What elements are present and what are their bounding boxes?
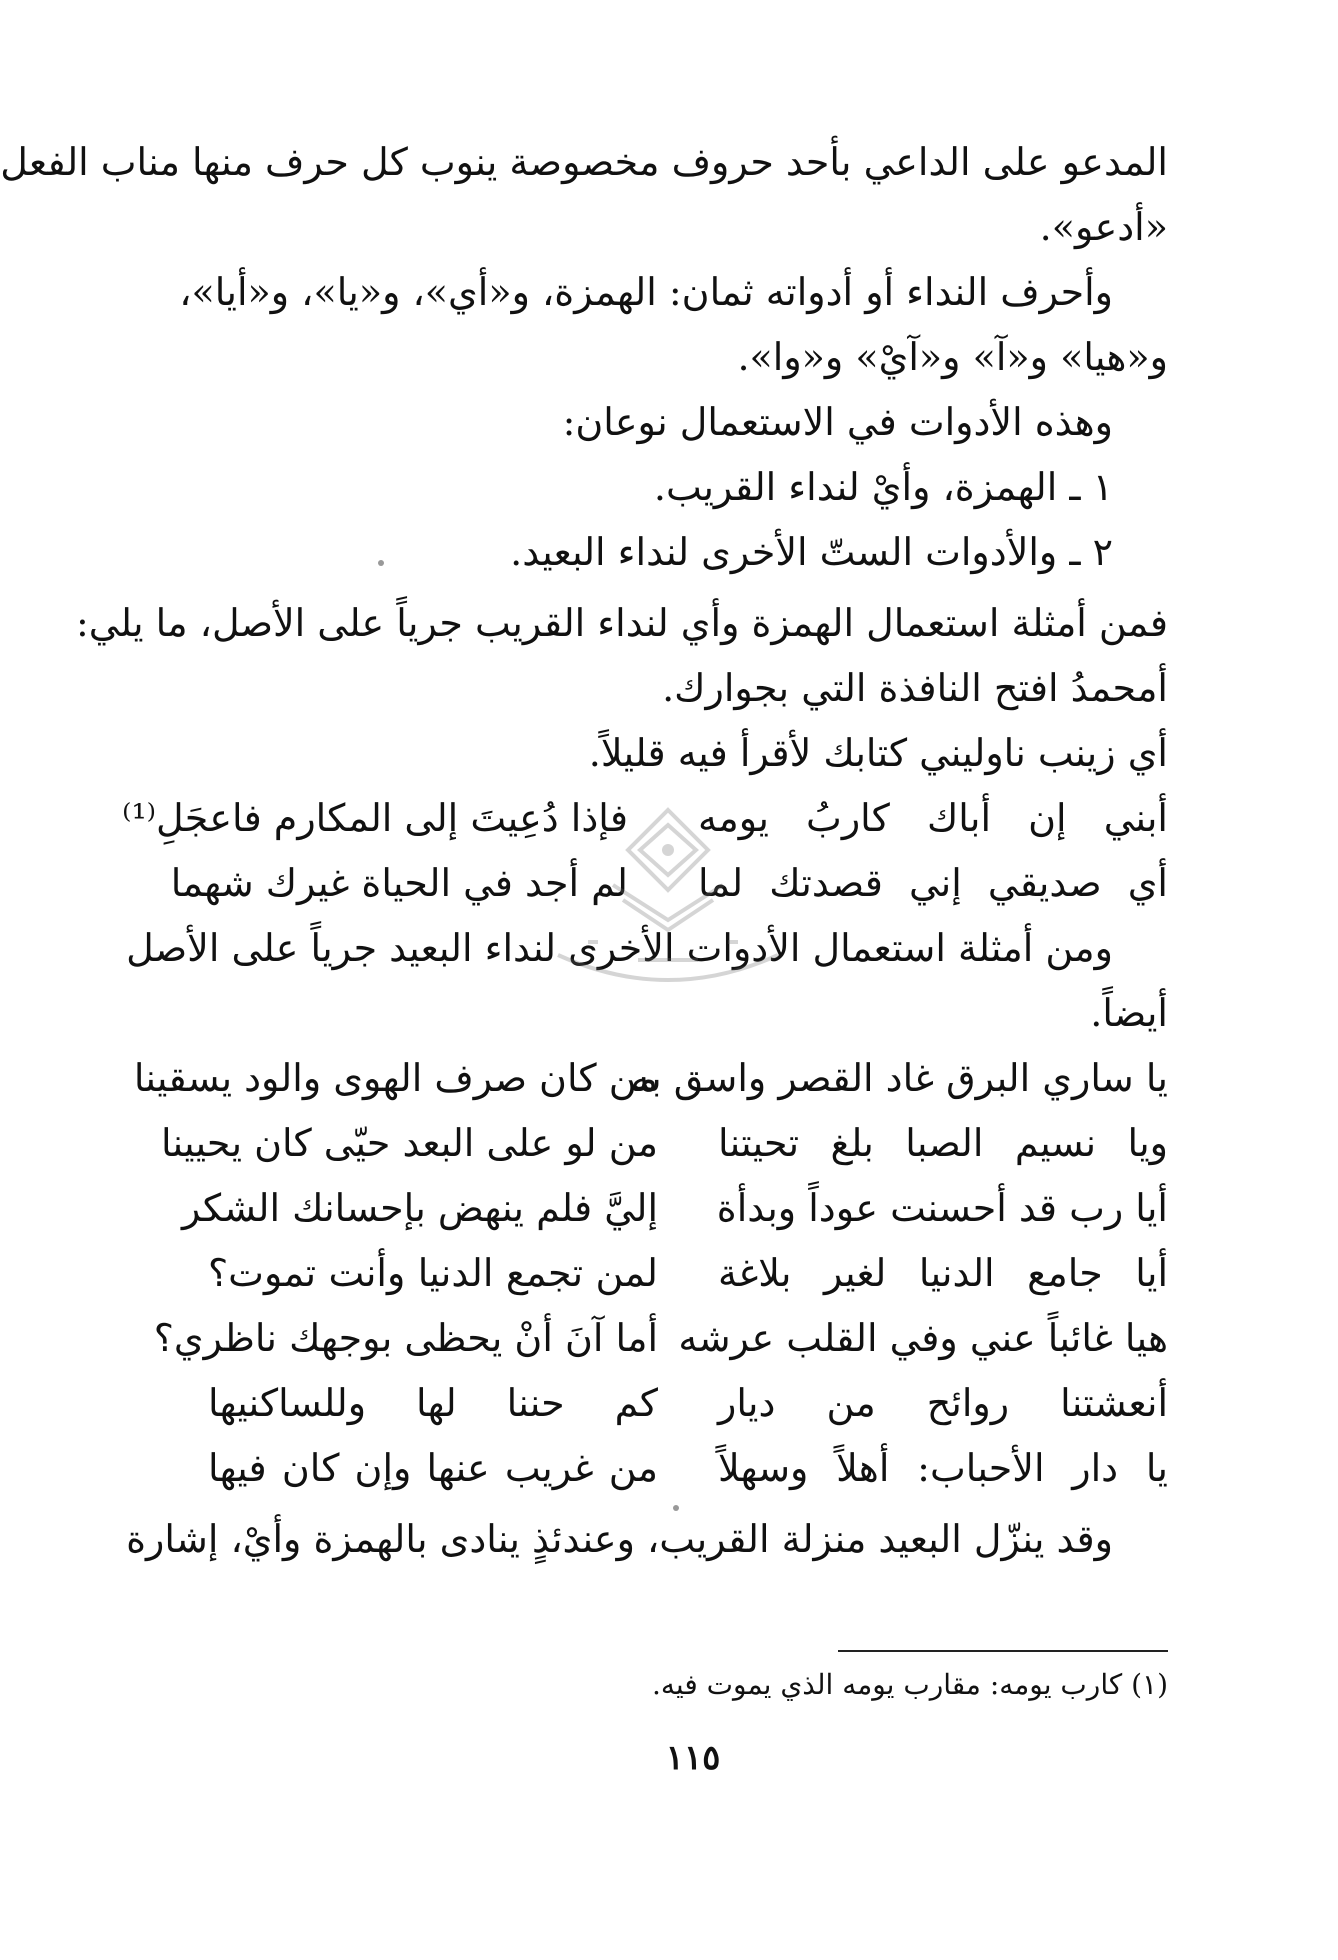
verse-left-hemistich: لم أجد في الحياة غيرك شهما bbox=[170, 861, 628, 905]
page-number: ١١٥ bbox=[665, 1738, 721, 1778]
verse-left-hemistich: أما آنَ أنْ يحظى بوجهك ناظري؟ bbox=[153, 1316, 658, 1360]
verse-right-hemistich: يا دار الأحباب: أهلاً وسهلاً bbox=[718, 1446, 1168, 1490]
paragraph-line: «أدعو». bbox=[1039, 205, 1168, 249]
verse-left-hemistich: من غريب عنها وإن كان فيها bbox=[208, 1446, 658, 1490]
usage-intro: وهذه الأدوات في الاستعمال نوعان: bbox=[562, 400, 1113, 444]
verse-left-hemistich: إليَّ فلم ينهض بإحسانك الشكر bbox=[182, 1186, 658, 1230]
verse-left-hemistich: من كان صرف الهوى والود يسقينا bbox=[133, 1056, 658, 1100]
footnote: (١) كارب يومه: مقارب يومه الذي يموت فيه. bbox=[652, 1668, 1168, 1701]
verse-row bbox=[153, 1306, 1168, 1371]
usage-item: ٢ ـ والأدوات الستّ الأخرى لنداء البعيد. bbox=[510, 530, 1113, 574]
example-line: أمحمدُ افتح النافذة التي بجوارك. bbox=[662, 666, 1168, 710]
verse-right-hemistich: أنعشتنا روائح من ديار bbox=[718, 1381, 1168, 1425]
verse-right-hemistich: أبني إن أباك كاربُ يومه bbox=[698, 796, 1168, 840]
paragraph-line: المدعو على الداعي بأحد حروف مخصوصة ينوب كل حرف منها مناب الفعل bbox=[0, 140, 1168, 184]
verse-left-hemistich: لمن تجمع الدنيا وأنت تموت؟ bbox=[208, 1251, 658, 1295]
verse-right-hemistich: ويا نسيم الصبا بلغ تحيتنا bbox=[718, 1121, 1168, 1165]
verse-row bbox=[208, 1371, 1168, 1436]
paragraph-line: و«هيا» و«آ» و«آيْ» و«وا». bbox=[737, 335, 1168, 379]
verse-row bbox=[170, 851, 1168, 916]
verse-left-hemistich: كم حننا لها وللساكنيها bbox=[208, 1381, 658, 1425]
verse-row bbox=[208, 1241, 1168, 1306]
footnote-divider bbox=[838, 1650, 1168, 1652]
verse-right-hemistich: أيا رب قد أحسنت عوداً وبدأة bbox=[716, 1186, 1168, 1230]
verse-left-hemistich: من لو على البعد حيّى كان يحيينا bbox=[160, 1121, 658, 1165]
verse-row bbox=[182, 1176, 1168, 1241]
scan-speck bbox=[673, 1505, 679, 1511]
usage-item: ١ ـ الهمزة، وأيْ لنداء القريب. bbox=[653, 465, 1113, 509]
verse-right-hemistich: أي صديقي إني قصدتك لما bbox=[698, 861, 1168, 905]
paragraph-line: وأحرف النداء أو أدواته ثمان: الهمزة، و«أي»، و«يا»، و«أيا»، bbox=[179, 270, 1113, 314]
paragraph-line: ومن أمثلة استعمال الأدوات الأخرى لنداء البعيد جرياً على الأصل bbox=[126, 926, 1113, 970]
verse-right-hemistich: يا ساري البرق غاد القصر واسق به bbox=[630, 1056, 1168, 1100]
paragraph-line: أيضاً. bbox=[1090, 991, 1168, 1035]
verse-left-hemistich: فإذا دُعِيتَ إلى المكارم فاعجَلِ⁽¹⁾ bbox=[122, 796, 628, 840]
verse-row bbox=[133, 1046, 1168, 1111]
verse-row bbox=[122, 786, 1168, 851]
page-body bbox=[0, 130, 1168, 1572]
example-line: أي زينب ناوليني كتابك لأقرأ فيه قليلاً. bbox=[588, 731, 1168, 775]
near-examples-intro: فمن أمثلة استعمال الهمزة وأي لنداء القريب جرياً على الأصل، ما يلي: bbox=[75, 601, 1168, 645]
verse-right-hemistich: أيا جامع الدنيا لغير بلاغة bbox=[718, 1251, 1168, 1295]
verse-row bbox=[208, 1436, 1168, 1501]
verse-row bbox=[160, 1111, 1168, 1176]
closing-line: وقد ينزّل البعيد منزلة القريب، وعندئذٍ ينادى بالهمزة وأيْ، إشارة bbox=[126, 1517, 1113, 1561]
verse-right-hemistich: هيا غائباً عني وفي القلب عرشه bbox=[678, 1316, 1168, 1360]
scan-speck bbox=[378, 560, 384, 566]
